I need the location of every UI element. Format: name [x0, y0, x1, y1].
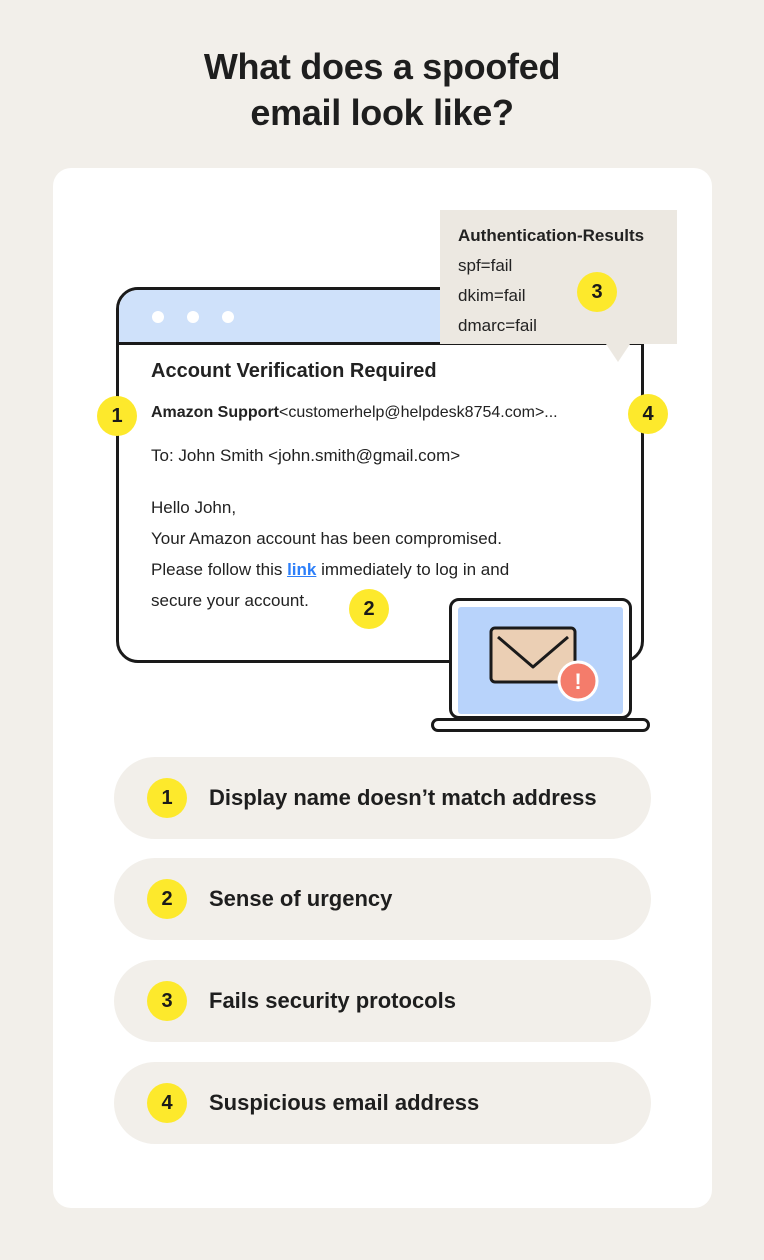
- email-recipient: To: John Smith <john.smith@gmail.com>: [151, 446, 461, 465]
- body-line-2-end: immediately to log in and: [316, 560, 510, 579]
- sender-name: Amazon Support: [151, 404, 279, 421]
- window-dot: [152, 311, 164, 323]
- title-line-2: email look like?: [250, 92, 514, 133]
- list-item: [114, 757, 651, 839]
- title-line-1: What does a spoofed: [203, 46, 561, 87]
- list-item-label: Suspicious email address: [209, 1090, 480, 1115]
- window-dot: [222, 311, 234, 323]
- email-body-line-2: [151, 560, 509, 580]
- email-greeting: Hello John,: [151, 498, 237, 517]
- badge-1: 1: [97, 396, 137, 436]
- list-item-number: 3: [147, 981, 187, 1021]
- email-body-line-1: Your Amazon account has been compromised.: [151, 529, 502, 548]
- auth-dkim: dkim=fail: [458, 286, 526, 305]
- auth-dmarc: dmarc=fail: [458, 316, 537, 335]
- window-dot: [187, 311, 199, 323]
- auth-results-callout: [440, 210, 677, 344]
- email-body-line-3: secure your account.: [151, 591, 309, 610]
- list-item-number: 1: [147, 778, 187, 818]
- alert-icon: [556, 659, 600, 703]
- auth-spf: spf=fail: [458, 256, 513, 275]
- list-item-number: 4: [147, 1083, 187, 1123]
- badge-2: 2: [349, 589, 389, 629]
- list-item-label: Sense of urgency: [209, 886, 393, 911]
- body-line-2-start: Please follow this: [151, 560, 288, 579]
- page-title: [0, 44, 764, 136]
- list-item: [114, 960, 651, 1042]
- badge-4: 4: [628, 394, 668, 434]
- callout-pointer: [606, 344, 630, 362]
- list-item: [114, 858, 651, 940]
- list-item: [114, 1062, 651, 1144]
- laptop-base: [431, 718, 650, 732]
- alert-icon-symbol: !: [574, 669, 582, 694]
- phishing-link[interactable]: link: [287, 560, 317, 579]
- badge-3: 3: [577, 272, 617, 312]
- list-item-label: Fails security protocols: [209, 988, 456, 1013]
- email-sender: [151, 404, 558, 422]
- sender-address: <customerhelp@helpdesk8754.com>...: [279, 404, 558, 421]
- auth-heading: Authentication-Results: [458, 226, 645, 245]
- email-subject: Account Verification Required: [151, 360, 437, 382]
- list-item-number: 2: [147, 879, 187, 919]
- list-item-label: Display name doesn’t match address: [209, 785, 597, 810]
